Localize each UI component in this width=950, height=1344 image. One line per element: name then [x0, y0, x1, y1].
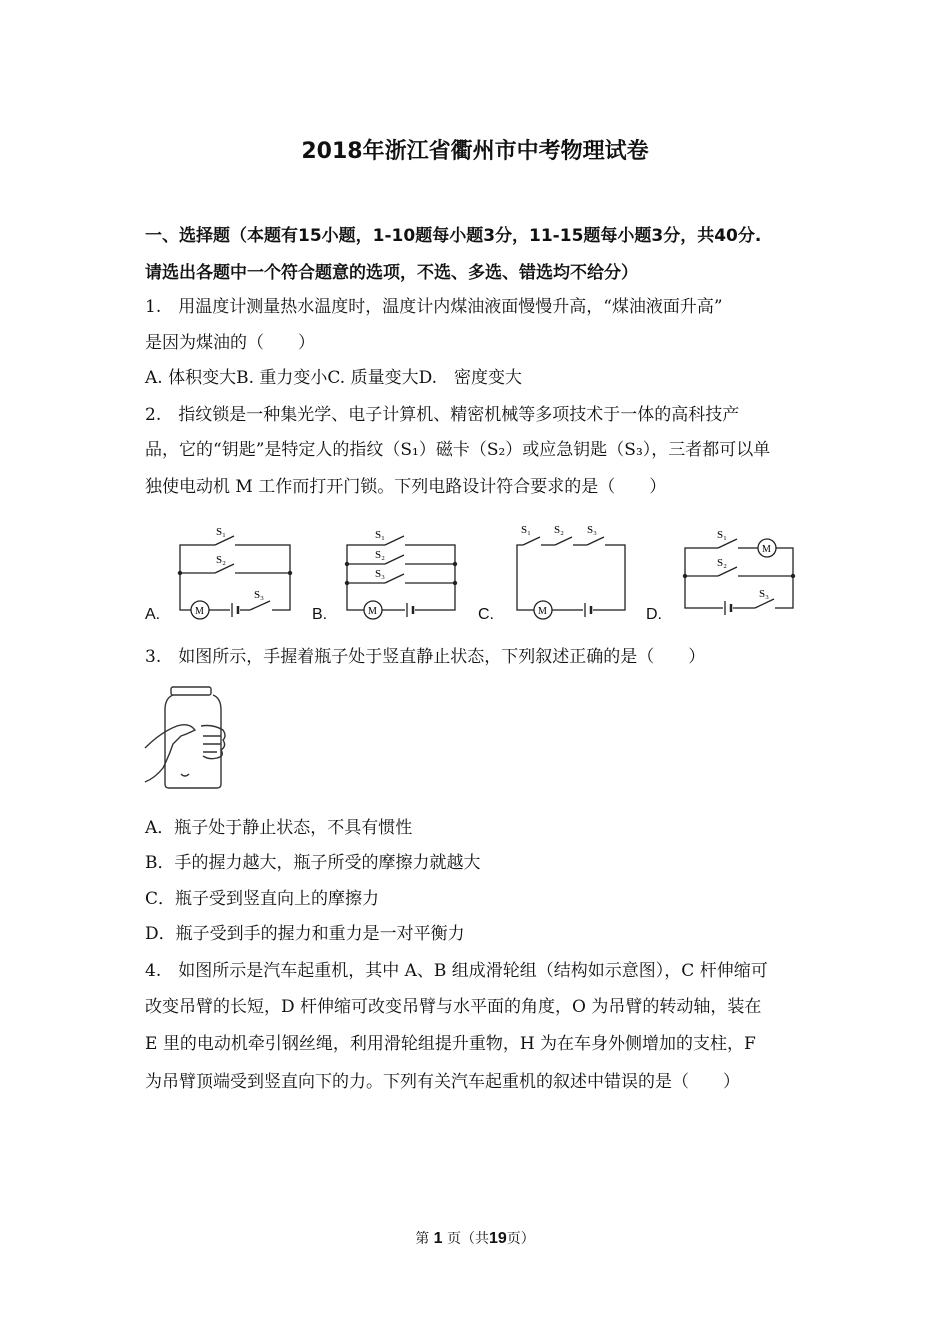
circuit-d-s2-label: S₂ — [717, 557, 727, 569]
page-title: 2018年浙江省衢州市中考物理试卷 — [301, 139, 649, 164]
circuit-b-s3-label: S₃ — [375, 568, 385, 580]
q2-option-b-label: B. — [312, 606, 328, 623]
section-heading-line1: 一、选择题（本题有15小题，1-10题每小题3分，11-15题每小题3分，共40分. — [145, 226, 762, 246]
circuit-a-motor-label: M — [195, 606, 204, 617]
q4-stem-line3: E 里的电动机牵引钢丝绳，利用滑轮组提升重物，H 为在车身外侧增加的支柱，F — [145, 1034, 756, 1054]
footer-suffix: 页） — [506, 1231, 535, 1247]
section-heading-line2: 请选出各题中一个符合题意的选项，不选、多选、错选均不给分） — [145, 263, 638, 283]
q2-option-c-label: C. — [478, 606, 494, 623]
circuit-c-s2-label: S₂ — [554, 524, 564, 536]
page-footer — [0, 1228, 950, 1248]
circuit-diagram-b — [335, 520, 465, 620]
q3-option-b: B．手的握力越大，瓶子所受的摩擦力就越大 — [145, 853, 481, 873]
circuit-c-motor-label: M — [538, 606, 547, 617]
q2-stem-line3: 独使电动机 M 工作而打开门锁。下列电路设计符合要求的是（ ） — [145, 477, 667, 497]
circuit-c-s1-label: S₁ — [521, 524, 531, 536]
q2-option-a-label: A. — [145, 606, 161, 623]
circuit-b-motor-label: M — [368, 606, 377, 617]
circuit-diagram-d — [673, 520, 803, 620]
q4-stem-line1: 4. 如图所示是汽车起重机，其中 A、B 组成滑轮组（结构如示意图），C 杆伸缩可 — [145, 961, 768, 981]
circuit-a-s3-label: S₃ — [254, 589, 264, 601]
q2-stem-line2: 品，它的“钥匙”是特定人的指纹（S₁）磁卡（S₂）或应急钥匙（S₃），三者都可以单 — [145, 440, 771, 460]
q1-stem-line2: 是因为煤油的（ ） — [145, 333, 315, 353]
circuit-b-s2-label: S₂ — [375, 549, 385, 561]
footer-page-number: 1 — [433, 1230, 443, 1247]
circuit-d-motor-label: M — [762, 544, 771, 555]
q2-stem-line1: 2. 指纹锁是一种集光学、电子计算机、精密机械等多项技术于一体的高科技产 — [145, 405, 740, 425]
circuit-diagram-a — [170, 520, 300, 620]
circuit-diagram-c — [505, 520, 635, 620]
footer-total-pages: 19 — [489, 1230, 507, 1247]
q4-stem-line4: 为吊臂顶端受到竖直向下的力。下列有关汽车起重机的叙述中错误的是（ ） — [145, 1072, 740, 1092]
footer-prefix: 第 — [415, 1231, 430, 1247]
circuit-b-s1-label: S₁ — [375, 529, 385, 541]
circuit-d-s1-label: S₁ — [717, 529, 727, 541]
q3-option-a: A．瓶子处于静止状态，不具有惯性 — [145, 818, 413, 838]
q3-stem: 3. 如图所示，手握着瓶子处于竖直静止状态，下列叙述正确的是（ ） — [145, 647, 706, 667]
q1-stem-line1: 1. 用温度计测量热水温度时，温度计内煤油液面慢慢升高，“煤油液面升高” — [145, 297, 723, 317]
q3-option-d: D．瓶子受到手的握力和重力是一对平衡力 — [145, 924, 465, 944]
circuit-a-s2-label: S₂ — [216, 554, 226, 566]
q2-option-d-label: D. — [646, 606, 662, 623]
circuit-d-s3-label: S₃ — [759, 588, 769, 600]
q4-stem-line2: 改变吊臂的长短，D 杆伸缩可改变吊臂与水平面的角度，O 为吊臂的转动轴，装在 — [145, 997, 762, 1017]
footer-middle: 页（共 — [447, 1231, 489, 1247]
circuit-c-s3-label: S₃ — [587, 524, 597, 536]
circuit-a-s1-label: S₁ — [216, 526, 226, 538]
q3-option-c: C．瓶子受到竖直向上的摩擦力 — [145, 889, 380, 909]
bottle-hand-illustration — [143, 684, 233, 792]
q1-options: A. 体积变大B. 重力变小C. 质量变大D. 密度变大 — [145, 368, 523, 388]
